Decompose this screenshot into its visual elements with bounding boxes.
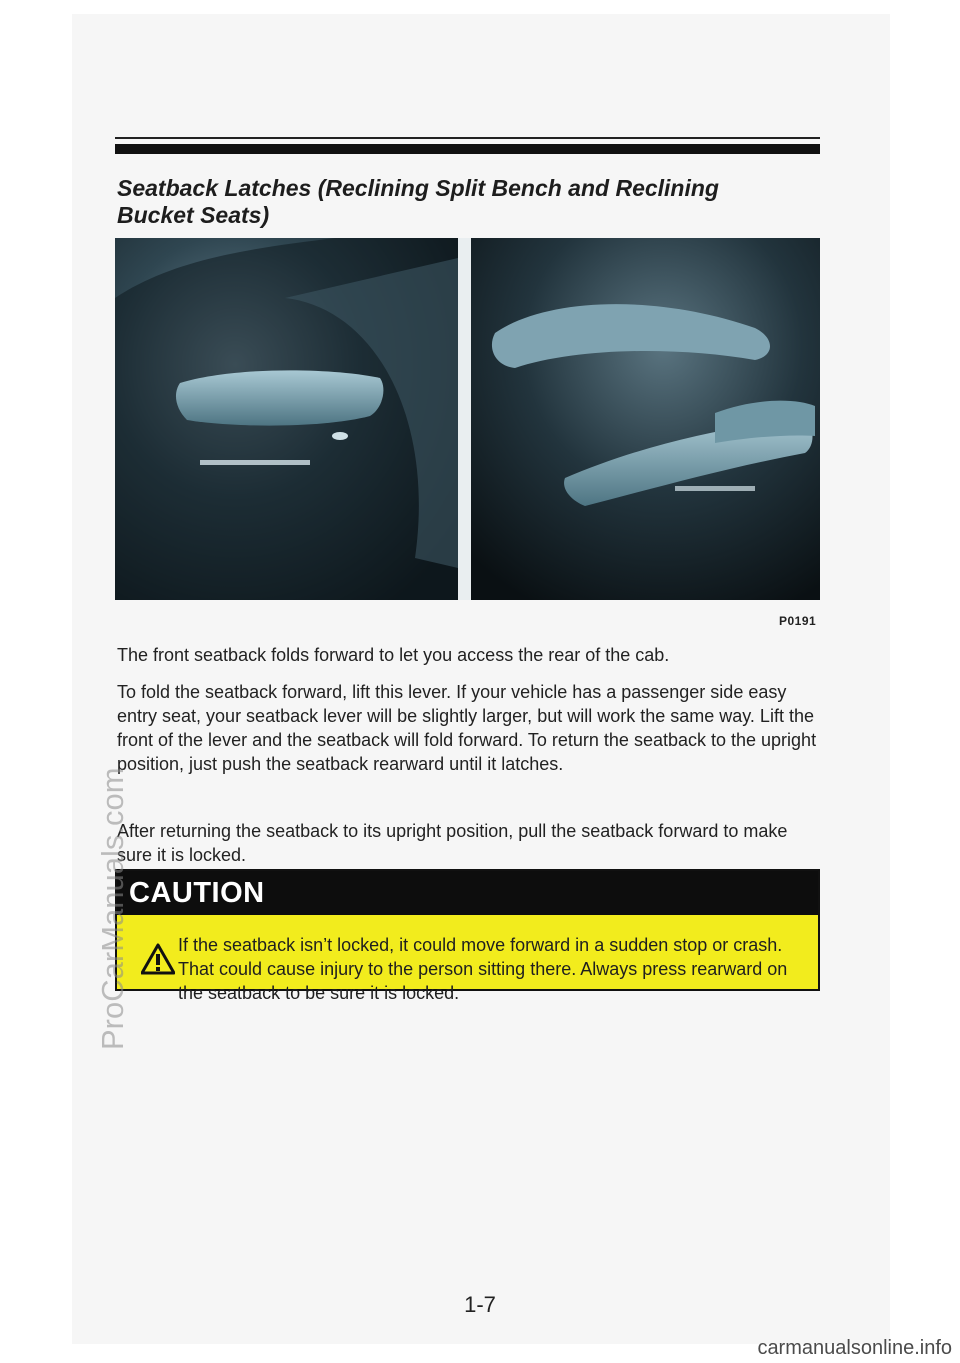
- header-rule-thin: [115, 137, 820, 139]
- side-watermark: ProCarManuals.com: [95, 767, 130, 1050]
- page-number: 1-7: [464, 1292, 496, 1317]
- left-lever: [176, 370, 383, 425]
- paragraph-after-returning: After returning the seatback to its upright position, pull the seatback forward to make sure it is locked.: [117, 821, 788, 865]
- left-knob: [332, 432, 348, 440]
- section-title: Seatback Latches (Reclining Split Bench and Reclining Bucket Seats): [117, 175, 719, 228]
- warning-triangle-icon: [141, 943, 175, 975]
- header-rule-thick: [115, 144, 820, 154]
- photo-divider: [458, 238, 471, 600]
- seatback-lever-photo: [115, 238, 820, 600]
- left-lever-slot: [200, 460, 310, 465]
- figure-code: P0191: [779, 614, 817, 628]
- paragraph-instructions: To fold the seatback forward, lift this lever. If your vehicle has a passenger side easy entry seat, your seatback lever will be slightly larger, but will work the same way. Lift the front of the lever and the seatback will fold forward. To return the seatback to the upright position, just push the seatback rearward until it latches.: [117, 682, 817, 774]
- caution-text: If the seatback isn’t locked, it could move forward in a sudden stop or crash. That could cause injury to the person sitting there. Always press rearward on the seatback to be sure it is locked.: [178, 935, 788, 1003]
- paragraph-intro: The front seatback folds forward to let you access the rear of the cab.: [117, 645, 670, 665]
- caution-box: [115, 869, 820, 1003]
- bottom-watermark: carmanualsonline.info: [757, 1337, 952, 1359]
- right-lever-slot: [675, 486, 755, 491]
- caution-header: CAUTION: [117, 871, 818, 915]
